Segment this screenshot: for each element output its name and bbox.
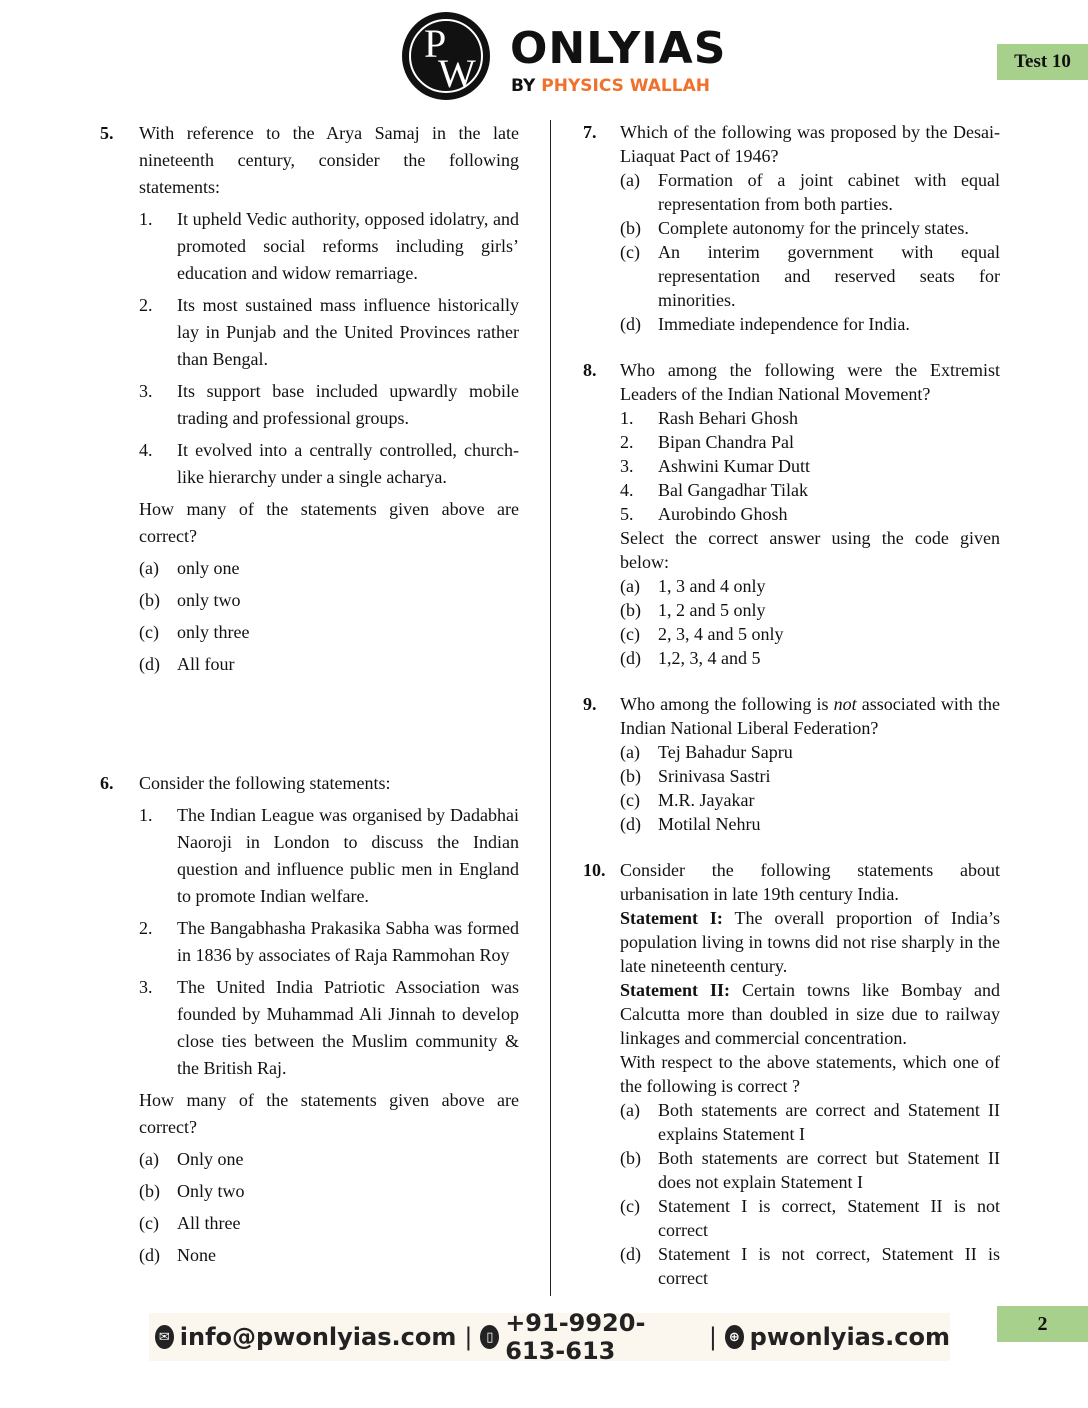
answer-option[interactable] [620,1242,1000,1290]
brand-sub-text: PHYSICS WALLAH [541,76,710,96]
separator: | [464,1323,473,1351]
answer-option[interactable] [620,598,1000,622]
statement-number: 3. [139,977,153,997]
option-text: Complete autonomy for the princely states. [658,218,969,238]
footer-phone[interactable]: +91-9920-613-613 [505,1309,646,1365]
stem-text: Statement I: [620,908,723,928]
brand-name: ONLYIAS [510,23,727,74]
mail-icon: ✉ [155,1325,174,1349]
question-body [620,858,1000,1290]
answer-option[interactable] [139,555,519,582]
statement-item [139,378,519,432]
answer-option[interactable] [620,1098,1000,1146]
question-instruction: How many of the statements given above are correct? [139,499,519,546]
column-divider [550,120,551,1296]
option-label: (c) [139,1213,159,1233]
statement-item [139,437,519,491]
statement-item [620,478,1000,502]
question-number: 10. [583,860,606,880]
option-label: (d) [620,1244,641,1264]
option-label: (b) [620,1148,641,1168]
option-text: Immediate independence for India. [658,314,910,334]
question-body [620,120,1000,336]
stem-text: Who among the following were the Extremist Leaders of the Indian National Movement? [620,360,1000,404]
answer-option[interactable] [620,574,1000,598]
option-label: (a) [620,576,640,596]
stem-text: Consider the following statements: [139,773,391,793]
footer-email[interactable]: info@pwonlyias.com [179,1323,457,1351]
answer-option[interactable] [620,168,1000,216]
answer-option[interactable] [620,812,1000,836]
question-instruction: How many of the statements given above are correct? [139,1090,519,1137]
question-instruction: Select the correct answer using the code given below: [620,528,1000,572]
option-label: (b) [620,600,641,620]
option-text: Tej Bahadur Sapru [658,742,793,762]
statement-text: The Indian League was organised by Dadabhai Naoroji in London to discuss the Indian question and influence public men in England to promote Indian welfare. [177,805,519,906]
option-text: Statement I is not correct, Statement II is correct [658,1244,1000,1288]
pw-logo: P W [402,12,490,100]
statement-item [139,206,519,287]
option-label: (d) [620,314,641,334]
question-stem [620,692,1000,740]
statement-text: It evolved into a centrally controlled, church-like hierarchy under a single acharya. [177,440,519,487]
option-label: (c) [620,790,640,810]
question-number: 7. [583,122,597,142]
question-stem [139,120,519,201]
statement-text: Bal Gangadhar Tilak [658,480,808,500]
answer-option[interactable] [139,651,519,678]
statement-text: The United India Patriotic Association was founded by Muhammad Ali Jinnah to develop close ties between the Muslim community & the British Raj. [177,977,519,1078]
option-text: Motilal Nehru [658,814,761,834]
statement-number: 3. [139,381,153,401]
statement-text: It upheld Vedic authority, opposed idolatry, and promoted social reforms including girls’ education and widow remarriage. [177,209,519,283]
option-label: (c) [620,242,640,262]
option-text: 1, 2 and 5 only [658,600,766,620]
statement-item [139,974,519,1082]
answer-option[interactable] [139,587,519,614]
answer-option[interactable] [139,1210,519,1237]
option-label: (a) [620,170,640,190]
stem-text: not [833,694,857,714]
stem-text: The overall proportion of India’s population living in towns did not rise sharply in the late nineteenth century. [620,908,1001,976]
option-text: Only one [177,1149,244,1169]
statement-number: 1. [139,209,153,229]
question-body [139,770,519,1269]
question-number: 6. [100,773,114,793]
option-text: An interim government with equal representation and reserved seats for minorities. [658,242,1000,310]
option-text: only one [177,558,240,578]
statement-text: Its most sustained mass influence historically lay in Punjab and the United Provinces rather than Bengal. [177,295,519,369]
stem-text: Certain towns like Bombay and Calcutta more than doubled in size due to railway linkages and commercial concentration. [620,980,1001,1048]
statement-text: Bipan Chandra Pal [658,432,794,452]
option-text: Only two [177,1181,245,1201]
option-label: (a) [620,742,640,762]
statement-number: 3. [620,456,634,476]
option-text: M.R. Jayakar [658,790,755,810]
option-text: 1,2, 3, 4 and 5 [658,648,761,668]
stem-text: With reference to the Arya Samaj in the late nineteenth century, consider the following statements: [139,123,519,197]
question-number: 5. [100,123,114,143]
answer-option[interactable] [620,240,1000,312]
option-label: (a) [620,1100,640,1120]
option-text: Formation of a joint cabinet with equal representation from both parties. [658,170,1000,214]
page-number: 2 [997,1306,1088,1342]
option-label: (c) [620,1196,640,1216]
option-label: (b) [139,1181,160,1201]
question-number: 9. [583,694,597,714]
statement-number: 4. [139,440,153,460]
question-stem [620,120,1000,168]
option-text: 1, 3 and 4 only [658,576,766,596]
option-text: Srinivasa Sastri [658,766,771,786]
statement-item [620,406,1000,430]
stem-text: Which of the following was proposed by the Desai-Liaquat Pact of 1946? [620,122,1000,166]
globe-icon: ⊕ [725,1325,744,1349]
separator: | [708,1323,717,1351]
option-label: (d) [139,654,160,674]
statement-item [620,502,1000,526]
option-text: only two [177,590,241,610]
option-label: (c) [139,622,159,642]
option-text: Statement I is correct, Statement II is not correct [658,1196,1000,1240]
answer-option[interactable] [620,1194,1000,1242]
answer-option[interactable] [620,622,1000,646]
option-text: All three [177,1213,241,1233]
statement-item [139,802,519,910]
option-text: only three [177,622,250,642]
answer-option[interactable] [620,216,1000,240]
option-label: (a) [139,558,159,578]
statement-item [139,292,519,373]
answer-option[interactable] [139,1178,519,1205]
statement-item [139,915,519,969]
statement-text: Its support base included upwardly mobile trading and professional groups. [177,381,519,428]
answer-option[interactable] [620,788,1000,812]
question-stem [139,770,519,797]
stem-text: associated with the Indian National Liberal Federation? [620,694,1000,738]
question-body [139,120,519,678]
stem-text: Statement II: [620,980,730,1000]
option-label: (c) [620,624,640,644]
statement-item [620,454,1000,478]
option-text: None [177,1245,216,1265]
statement-number: 2. [620,432,634,452]
statement-number: 4. [620,480,634,500]
stem-text: Who among the following is [620,694,834,714]
answer-option[interactable] [139,1146,519,1173]
statement-text: Aurobindo Ghosh [658,504,788,524]
statement-number: 1. [139,805,153,825]
brand-subtitle [511,76,710,96]
question-body [620,358,1000,670]
option-text: Both statements are correct but Statement II does not explain Statement I [658,1148,1000,1192]
stem-text: With respect to the above statements, which one of the following is correct ? [620,1052,1000,1096]
statement-text: The Bangabhasha Prakasika Sabha was formed in 1836 by associates of Raja Rammohan Roy [177,918,519,965]
test-label: Test 10 [997,44,1088,80]
statement-number: 5. [620,504,634,524]
option-label: (b) [139,590,160,610]
statement-text: Rash Behari Ghosh [658,408,798,428]
option-label: (a) [139,1149,159,1169]
option-text: All four [177,654,235,674]
option-label: (b) [620,218,641,238]
footer-contact-bar [149,1309,950,1365]
answer-option[interactable] [620,1146,1000,1194]
statement-number: 2. [139,295,153,315]
stem-text: Consider the following statements about urbanisation in late 19th century India. [620,860,1000,904]
answer-option[interactable] [620,764,1000,788]
option-text: Both statements are correct and Statement II explains Statement I [658,1100,1000,1144]
statement-number: 2. [139,918,153,938]
option-label: (d) [620,814,641,834]
phone-icon: ▯ [480,1325,499,1349]
option-label: (b) [620,766,641,786]
question-stem [620,858,1000,1098]
statement-item [620,430,1000,454]
answer-option[interactable] [139,1242,519,1269]
question-body [620,692,1000,836]
footer-website[interactable]: pwonlyias.com [749,1323,950,1351]
question-number: 8. [583,360,597,380]
statement-number: 1. [620,408,634,428]
brand-by: BY [511,76,536,96]
option-label: (d) [620,648,641,668]
statement-text: Ashwini Kumar Dutt [658,456,810,476]
answer-option[interactable] [620,740,1000,764]
option-label: (d) [139,1245,160,1265]
answer-option[interactable] [620,646,1000,670]
answer-option[interactable] [139,619,519,646]
answer-option[interactable] [620,312,1000,336]
question-stem [620,358,1000,406]
option-text: 2, 3, 4 and 5 only [658,624,784,644]
